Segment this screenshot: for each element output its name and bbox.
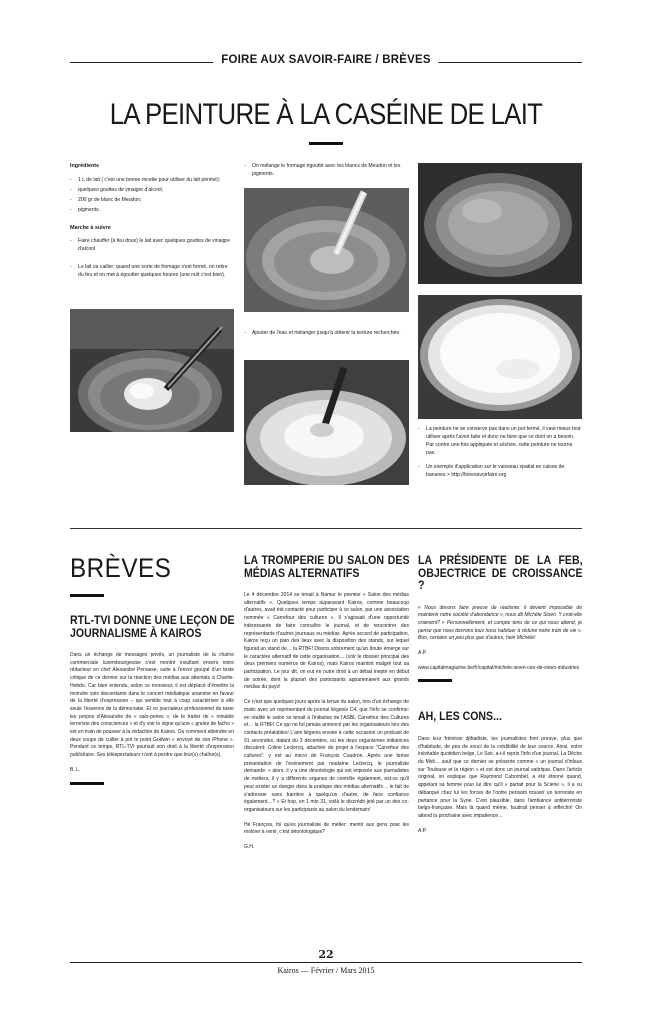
water-step xyxy=(244,330,409,340)
breves-rule xyxy=(70,594,104,597)
cons-headline: AH, LES CONS... xyxy=(418,709,502,724)
steps-list xyxy=(70,238,234,280)
rtl-body: Dans un échange de messages privés, un journaliste de la chaîne commerciale luxembourgeoise s'est montré insultant envers notre rédacteur en chef Alexandre Penasse, suite à l'envoi groupé d'un texte critique de ce dernier sur la réaction des médias aux attentats à Charlie-Hebdo. Car bien entendu, selon ce monsieur, il est déplacé d'émettre la moindre voix discordante dans le concert médiatique unanime en faveur de la liberté d'expression – qui semble tout à coup caractériser à elle seule l'essence de la démocratie. Et ce journaleux professionnel de taxer les propos d'Alexandre de « salo-peries », de le traiter de « minable terroriste des consciences » et d'y voir le signe qu'une « graine de facho » est en train de pousser à la rédaction de Kairos. Ou comment atteindre en deux coups de cuiller à pot le point Godwin « envoyé de son iPhone ». Pendant ce temps, RTL-TVI poursuit son droit à la liberté d'expression publicitaire. Ses téléspectateurs n'ont à perdre que leur(s) chaîne(s). xyxy=(70,652,234,759)
applied-note: Par contre une fois appliquée et séchée, cette peinture ne tourne pas. xyxy=(426,441,573,456)
salon-headline: LA TROMPERIE DU SALON DES MÉDIAS ALTERNATIFS xyxy=(244,553,410,580)
notes-list xyxy=(418,426,582,479)
white-paint-photo xyxy=(418,295,582,419)
salon-article xyxy=(244,554,409,859)
mix-step xyxy=(244,163,409,181)
page-number: 22 xyxy=(318,948,334,961)
list-item: - 1 L de lait ( c'est une bonne recette pour utiliser du lait périmé); xyxy=(70,177,234,185)
list-item: - Faire chauffer (à feu doux) le lait avec quelques gouttes de vinaigre d'alcool xyxy=(70,238,234,254)
curd-bowl-photo xyxy=(70,309,234,432)
feb-link: www.capitalmagazine.be/fr/capital/michele-sioen-ceo-de-sioen-industries xyxy=(418,664,580,671)
rtl-signature: B. L. xyxy=(70,766,81,773)
conserve-note: La peinture ne se conserve pas dans un pot fermé, il vaut mieux tout utiliser après l'avoir faite et donc ne faire que ce dont on a besoin. xyxy=(426,426,581,440)
page-title: LA PEINTURE À LA CASÉINE DE LAIT xyxy=(109,98,543,131)
rtl-article xyxy=(70,614,234,785)
pigment-mix-photo xyxy=(244,188,409,312)
section-divider xyxy=(70,528,582,529)
ingredients-list xyxy=(70,177,234,215)
feb-quote: « Nous devons faire preuve de réalisme: il devient impossible de maintenir notre société d'abondance », nous dit Michèle Sioen. Y croit-elle vraiment? « Personnellement, et compte tenu de ce qui nous attend, je pense que nous devrons tous nous habituer à réduire notre train de vie ». Bon, certains un peu plus que d'autres, hein Michèle! xyxy=(418,604,582,642)
right-articles xyxy=(418,554,582,842)
feb-end-rule xyxy=(418,679,452,682)
white-paste-photo xyxy=(244,360,409,485)
cons-body: Dans leur frénésie djihadiste, les journalistes font preuve, plus que d'habitude, de peu de souci de la crédibilité de leur source. Ainsi, notre inévitable quotidien belge, Le Soir, a-t-il repris l'info d'un journal, La Dêche du Midi… sauf que ce dernier se présente comme « un journal d'infaux sur Toulouse et la région » et est donc un journal satirique. Dans l'article original, on explique que Raymond Cubombet, a été étonné quand, appelant sa femme pour lui dire qu'il « partait pour la Scierie », il a vu débarqué chez lui les forces de l'ordre pensant trouver un terroriste en partance pour la Syrie. C'est plausible, dans l'ambiance antiterroriste belgo-française. Mais là quand même, faudrait penser à réfléchir! On attend la prochaine avec impatience… xyxy=(418,735,582,819)
salon-paragraph-1: Le 4 décembre 2014 se tenait à Namur le premier « Salon des médias alternatifs ». Quelques temps auparavant Kairos, comme beaucoup d'autres, avait été contacté pour participer à ce salon, par une association nommée « Carrefour des cultures ». Il s'agissait d'une opportunité intéressante de faire connaître le journal, et de rencontrer des représentants d'autres journaux ou médias. Après accord de participation, Kairos reçu un plan des lieux avec la disposition des stands, sur lequel figurait un stand de… la RTBF! Disons sobrement qu'un doute émerge sur le caractère alternatif de cette organisation… (voir le dossier principal des deux premiers numéros de Kairos), mais Kairos maintint malgré tout sa participation. Le jour dit, on eut en outre droit à un débat inepte en début de soirée, dont la plupart des participants appartenaient aux grands médias du pays! xyxy=(244,592,409,691)
recipe-column xyxy=(70,163,234,290)
salon-paragraph-3: Hé François, foi qu'es journaliste de métier: mentir aux gens pour les motiver à venir, c'est déontologique? xyxy=(244,821,409,836)
gray-paint-photo xyxy=(418,163,582,284)
cons-signature: A.P. xyxy=(418,827,427,834)
feb-headline: LA PRÉSIDENTE DE LA FEB, OBJECTRICE DE CROISSANCE ? xyxy=(418,553,583,592)
list-item: - Ajouter de l'eau et mélanger jusqu'à obtenir la texture recherchée. xyxy=(244,330,409,338)
list-item: - Le lait va cailler; quand une sorte de fromage s'est formé, on retire du feu et on met à égoutter quelques heures (une nuit c'est bien). xyxy=(70,264,234,280)
notes-column xyxy=(418,426,582,481)
footer-text: Kairos — Février / Mars 2015 xyxy=(277,966,375,975)
list-item: - pigments. xyxy=(70,207,234,215)
list-item: - 200 gr de blanc de Meudon; xyxy=(70,197,234,205)
rtl-end-rule xyxy=(70,782,104,785)
list-item: - quelques gouttes de vinaigre d'alcool; xyxy=(70,187,234,195)
ingredients-heading: Ingrédients xyxy=(70,163,100,169)
section-label: FOIRE AUX SAVOIR-FAIRE / BRÈVES xyxy=(213,54,438,66)
list-item: - Un exemple d'application sur le vaisseau spatial en caisse de bananes > http://foiresavoirfaire.org xyxy=(418,464,582,480)
footer-rule xyxy=(70,962,582,963)
steps-heading: Marche à suivre xyxy=(70,224,111,231)
feb-signature: A.P. xyxy=(418,650,427,657)
salon-signature: G.H. xyxy=(244,844,255,851)
title-rule xyxy=(309,142,343,145)
rtl-headline: RTL-TVI DONNE UNE LEÇON DE JOURNALISME À KAIROS xyxy=(70,613,235,640)
list-item xyxy=(418,426,582,458)
section-header xyxy=(70,54,582,70)
breves-title: BRÈVES xyxy=(70,553,172,583)
salon-paragraph-2: Ce n'est que quelques jours après la tenue du salon, lors d'un échange de mails avec un représentant du journal liégeois C4, que l'info se confirme: en réalité le salon se tenait à l'initiative de l'ASBL Carrefour des Cultures et… la RTBF! Ce qui ne fut jamais annoncé par les organisateurs lors des contacts préalables! L'ami liégeois envoie à cette occasion un podcast de 91 secondes, datant du 3 décembre, où les deux organismes initiatrices discutent: Coline Leclercq, attachée de projet à l'espace "Carrefour des cultures", y est au micro de François Caudron. Après une brève présentation de l'événement par madame Leclercq, le journaliste demande: « alors, il y a une déontologie qui est imposée aux journalistes de métiers, il y a différents organes de contrôle également, est-ce qu'il peut exister un danger dans la pratique des médias alternatifs… le fait de s'adresser sans barrière à quelqu'un d'autre, de faire confiance également…? » Et hop, en 1 min 31, voilà le discrédit jeté par un des co-organisateurs sur les participants au salon du lendemain! xyxy=(244,699,409,813)
list-item: - On mélange le fromage égoutté avec les blancs de Meudon et les pigments. xyxy=(244,163,409,179)
